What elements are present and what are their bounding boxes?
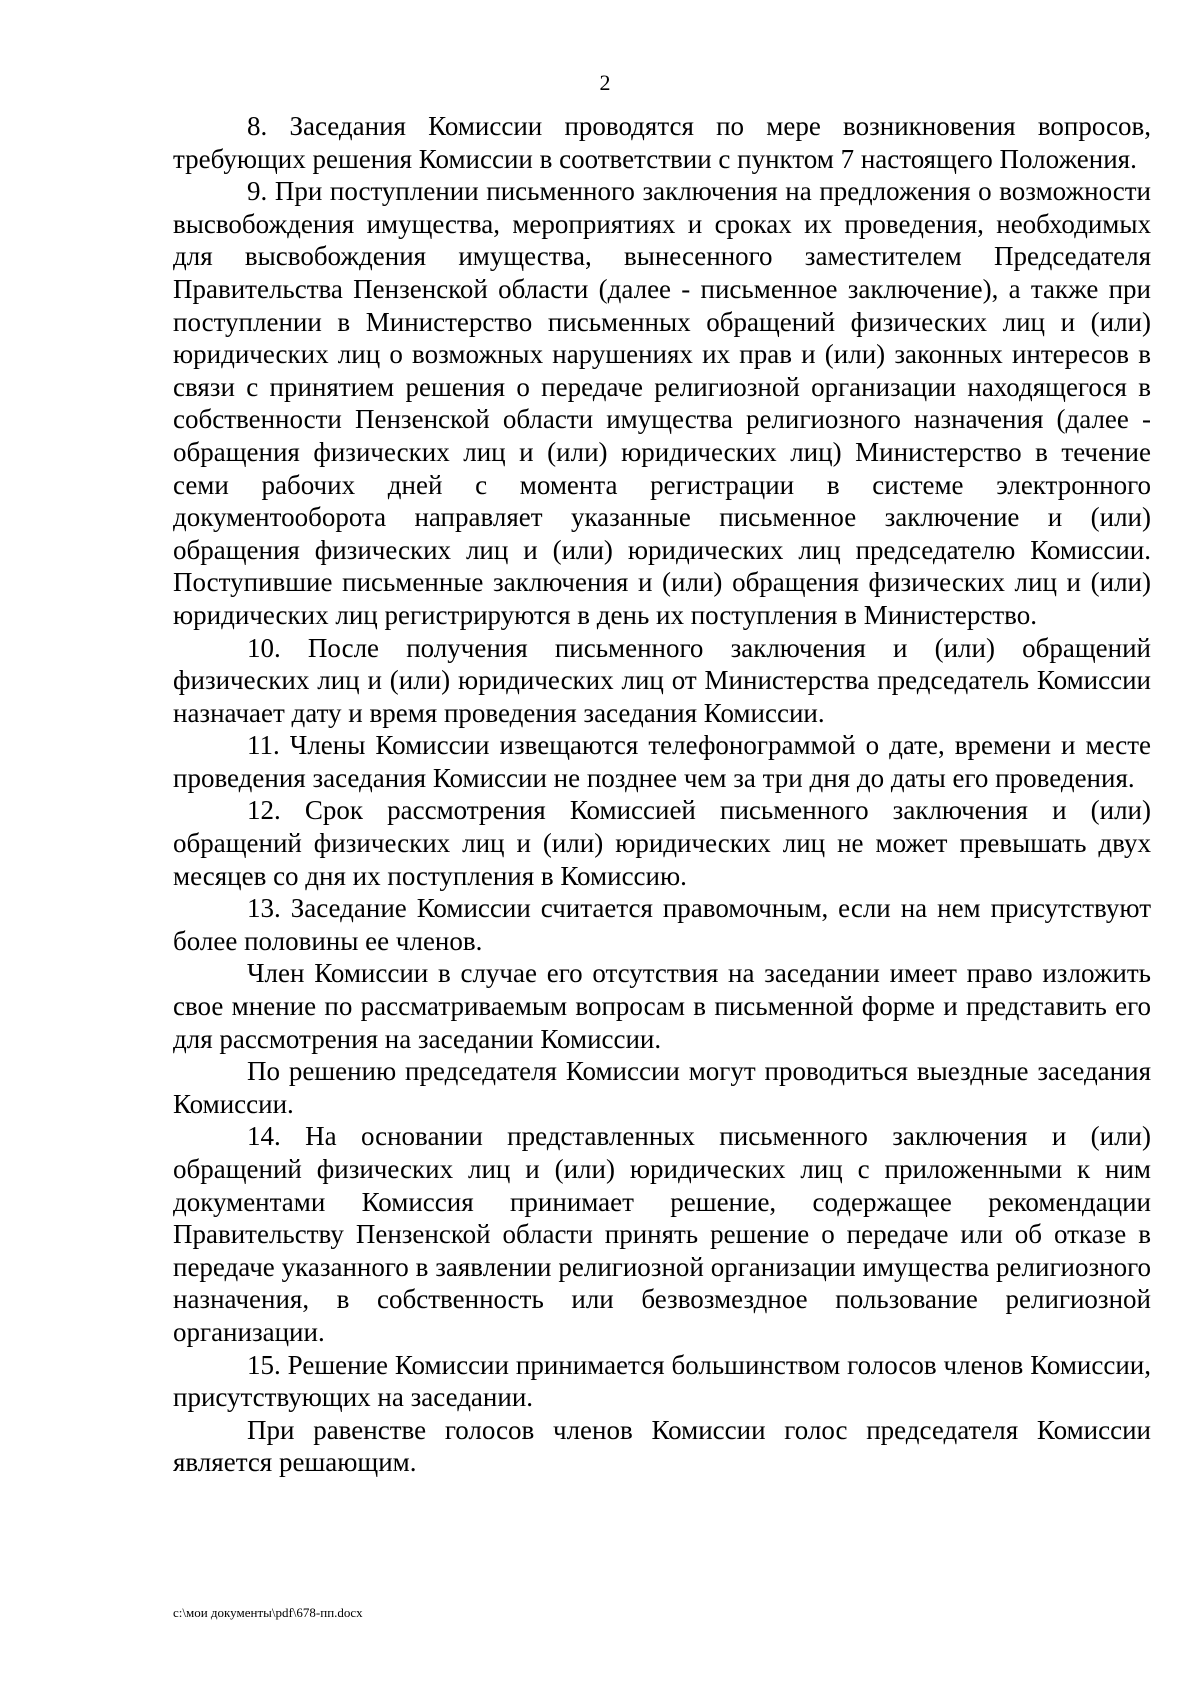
paragraph-13-member-opinion: Член Комиссии в случае его отсутствия на заседании имеет право изложить свое мнение по рассматриваемым вопросам в письменной форме и представить его для рассмотрения на заседании Комиссии. bbox=[173, 958, 1151, 1054]
document-body bbox=[173, 110, 1151, 1479]
paragraph-14: 14. На основании представленных письменного заключения и (или) обращений физических лиц и (или) юридических лиц с приложенными к ним документами Комиссия принимает решение, содержащее рекомендации Правительству Пензенской области принять решение о передаче или об отказе в передаче указанного в заявлении религиозной организации имущества религиозного назначения, в собственность или безвозмездное пользование религиозной организации. bbox=[173, 1121, 1151, 1347]
paragraph-8: 8. Заседания Комиссии проводятся по мере возникновения вопросов, требующих решения Комиссии в соответствии с пунктом 7 настоящего Положения. bbox=[173, 111, 1151, 174]
paragraph-13-field-meetings: По решению председателя Комиссии могут проводиться выездные заседания Комиссии. bbox=[173, 1056, 1151, 1119]
paragraph-15: 15. Решение Комиссии принимается большинством голосов членов Комиссии, присутствующих на заседании. bbox=[173, 1349, 1151, 1413]
paragraph-9: 9. При поступлении письменного заключения на предложения о возможности высвобождения имущества, мероприятиях и сроках их проведения, необходимых для высвобождения имущества, вынесенного заместителем Председателя Правительства Пензенской области (далее - письменное заключение), а также при поступлении в Министерство письменных обращений физических лиц и (или) юридических лиц о возможных нарушениях их прав и (или) законных интересов в связи с принятием решения о передаче религиозной организации находящегося в собственности Пензенской области имущества религиозного назначения (далее - обращения физических лиц и (или) юридических лиц) Министерство в течение семи рабочих дней с момента регистрации в системе электронного документооборота направляет указанные письменное заключение и (или) обращения физических лиц и (или) юридических лиц председателю Комиссии. Поступившие письменные заключения и (или) обращения физических лиц и (или) юридических лиц регистрируются в день их поступления в Министерство. bbox=[173, 176, 1151, 630]
paragraph-11: 11. Члены Комиссии извещаются телефонограммой о дате, времени и месте проведения заседания Комиссии не позднее чем за три дня до даты его проведения. bbox=[173, 730, 1151, 793]
paragraph-13: 13. Заседание Комиссии считается правомочным, если на нем присутствуют более половины ее членов. bbox=[173, 893, 1151, 956]
paragraph-10: 10. После получения письменного заключения и (или) обращений физических лиц и (или) юридических лиц от Министерства председатель Комиссии назначает дату и время проведения заседания Комиссии. bbox=[173, 632, 1151, 728]
paragraph-12: 12. Срок рассмотрения Комиссией письменного заключения и (или) обращений физических лиц и (или) юридических лиц не может превышать двух месяцев со дня их поступления в Комиссию. bbox=[173, 795, 1151, 891]
footer-file-path: c:\мои документы\pdf\678-пп.docx bbox=[173, 1605, 363, 1620]
paragraph-15-tie-vote: При равенстве голосов членов Комиссии голос председателя Комиссии является решающим. bbox=[173, 1414, 1151, 1478]
page-number: 2 bbox=[599, 70, 611, 95]
